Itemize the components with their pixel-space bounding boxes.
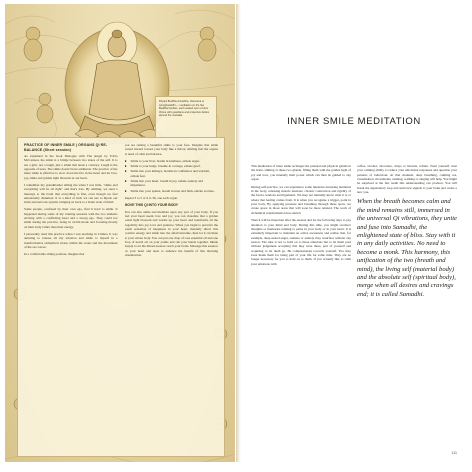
practice-paragraph: I personally used this practice when I was teaching in Crimea. It was amazing to release all my emotion and smile to myself in a transformative alchemical vision within the water and the movement of the sea waves. xyxy=(24,231,118,249)
right-column-1 xyxy=(251,164,351,269)
practice-column-2 xyxy=(125,143,219,452)
list-item-text: Smile into your heart, breath in joy, exhale anxiety and impatience. xyxy=(130,179,203,188)
illustration-caption: Dhyani Buddha Amitabha, Vairocana or Amoghasiddhi — meditation on the five Buddha families, each seated upon a lotus throne with guardians and protective deities around the mandala. xyxy=(155,96,217,148)
list-item-text: Smile to your liver, breath in kindness, exhale anger. xyxy=(130,158,200,163)
body-paragraph: This meditation of inner smile recharges the prenatal and physical glands in the brain, smiling at these two glands, filling them with the golden light of joy and love, you intensify their power which can then be guided to any organ. xyxy=(251,164,351,182)
practice-column-1 xyxy=(24,143,118,452)
practice-paragraph: You can also smile and meditate upon any part of your body. If you feel your heart needs love and joy, you can visualize that a golden warm light blossom and warms up your heart and transforms all the negativity into joy, love and patience. When you begin to perceive the warm sensation of happiness in your heart, mentally direct this positive energy and smile into the small intestine, then let it circulate in your whole body. You can put one drop of rose essential oil and one drop of neroli oil on your palms and rub your hands together. Inhale deeply to let the mixed essence reach your brain. Massage this essence on your heart and neck to enhance the benefit of this morning visualisation. xyxy=(124,209,218,257)
left-page xyxy=(5,4,235,462)
bullet-icon: ■ xyxy=(124,179,127,184)
body-paragraph: coffee, alcohol, chocolate, crisps or biscuits, refrain. Trust yourself, trust your calming ability to reduce your emotional responses and question your patterns of behaviour. At that moment, deep breathing, calming tea, visualisation, movements, running, walking or singing will help. You might be surprised at the fast result this understanding can produce. You will break the dependency loop and send new signals to your brain and create a new you. xyxy=(357,164,457,195)
right-column-2 xyxy=(357,164,457,299)
practice-paragraph: Some people, confused by their own ego, find it hard to smile. It happened during some of my training sessions with the two students arriving with a conflicting heart and a strong ego. They could not smile during the practice, being in victim mode and focusing mostly on their body rather than their energy. xyxy=(24,207,118,229)
practice-paragraph: you are raising a beautiful smile to your face. Imagine that smile turned inward toward your body like a mirror, smiling into the organs in need of calm and balance. xyxy=(124,143,218,156)
practice-heading: PRACTICE OF INNER SMILE | ORGANS QI RE-BALANCE (Short session) xyxy=(24,143,108,152)
list-item xyxy=(125,159,219,163)
practice-paragraph: In a comfortable sitting position, imagine that xyxy=(24,252,85,257)
list-item xyxy=(125,189,219,193)
body-paragraph: Then it will be important after the session and for the following days to pay attention to your mind and body. During this time, you might recollect thoughts or memories relating to pains in your body or in your heart. It is extremely important to maintain an active awareness and realise that, for example, deep-seated anger, sadness or anxiety may resurface without any reason. The idea is not to hold on to these emotions but to let them pass without judgement accepting that they were there, part of yourself and acquiring to let them go. Be compassionate towards yourself. You may even thank them for being part of your life for some time. They are no longer necessary for you to hold on to them. If you actually like to calm your emotions with xyxy=(251,218,351,266)
page-number: 111 xyxy=(451,451,457,455)
list-item-text: Smile to your lungs, breathe in courage, exhale grief. xyxy=(130,164,201,169)
bullet-icon: ■ xyxy=(124,164,127,169)
list-item xyxy=(125,169,219,178)
list-item xyxy=(125,164,219,168)
samadhi-quote: When the breath becomes calm and the mind remains still, immersed in the universal Qi vibrations, they unite and fuse into Samadhi, the enlightened state of bliss. Stay with it in any daily activities. No need to become a monk. This harmony, this unification of the two (breath and mind), the living self (material body) and the absolute self (spiritual body), merge when all desires and cravings end; it is called Samadhi. xyxy=(357,198,457,298)
practice-paragraph: As explained in the book Dialogue with The Angel by Tricia McCannon, the smile is a bridge between two states of the self. It is not a grin, not a laugh, just a smile that heals a contrary. Laugh is the opposite of tears. The smile doesn't have antithesis. The practice of the inner smile is effective to slow down the fire in the heart and let love, joy, smile and golden light blossom in our heart. xyxy=(24,154,118,180)
list-item xyxy=(125,179,219,188)
practice-text-box xyxy=(17,137,225,457)
repeat-instruction: Repeat 3 to 5 or 9 to 36, one each organ. xyxy=(124,195,178,200)
body-paragraph: During self-practice, we can experience some intensive nurturing moments in the body, releasing muscle tensions, chronic contraction and rigidity of the fascia, tendons and ligaments. We may not mentally know what it is or where that feeling comes from. It is when you recognize a trigger, point in your body. By applying pressure and breathing through these spots, we create space in those areas that will soon be more relaxed. The work of alchemical transformation has started. xyxy=(251,184,351,215)
page-title: INNER SMILE MEDITATION xyxy=(287,116,421,127)
move-qi-subheading: MOVE THIS QI INTO YOUR BODY xyxy=(124,203,179,208)
right-page xyxy=(241,4,467,462)
list-item-text: Smile into your kidneys, breathe in confidence and wisdom, exhale fear. xyxy=(130,169,210,178)
list-item-text: Smile into your spleen, breath in trust and faith, exhale worries. xyxy=(130,188,215,193)
practice-paragraph: I remember my grandmother telling me when I was little, "smile and everything will be all right" and that's true. By smiling, we send a message to the brain that everything is fine, even though we feel emotionally disturbed. It is a kind of trick we can use to hijack our brain and nervous system, bringing us back to a better state of mind. xyxy=(24,182,118,205)
bullet-icon: ■ xyxy=(124,158,127,163)
organ-smile-list xyxy=(125,159,219,193)
bullet-icon: ■ xyxy=(124,188,127,193)
bullet-icon: ■ xyxy=(124,169,127,174)
